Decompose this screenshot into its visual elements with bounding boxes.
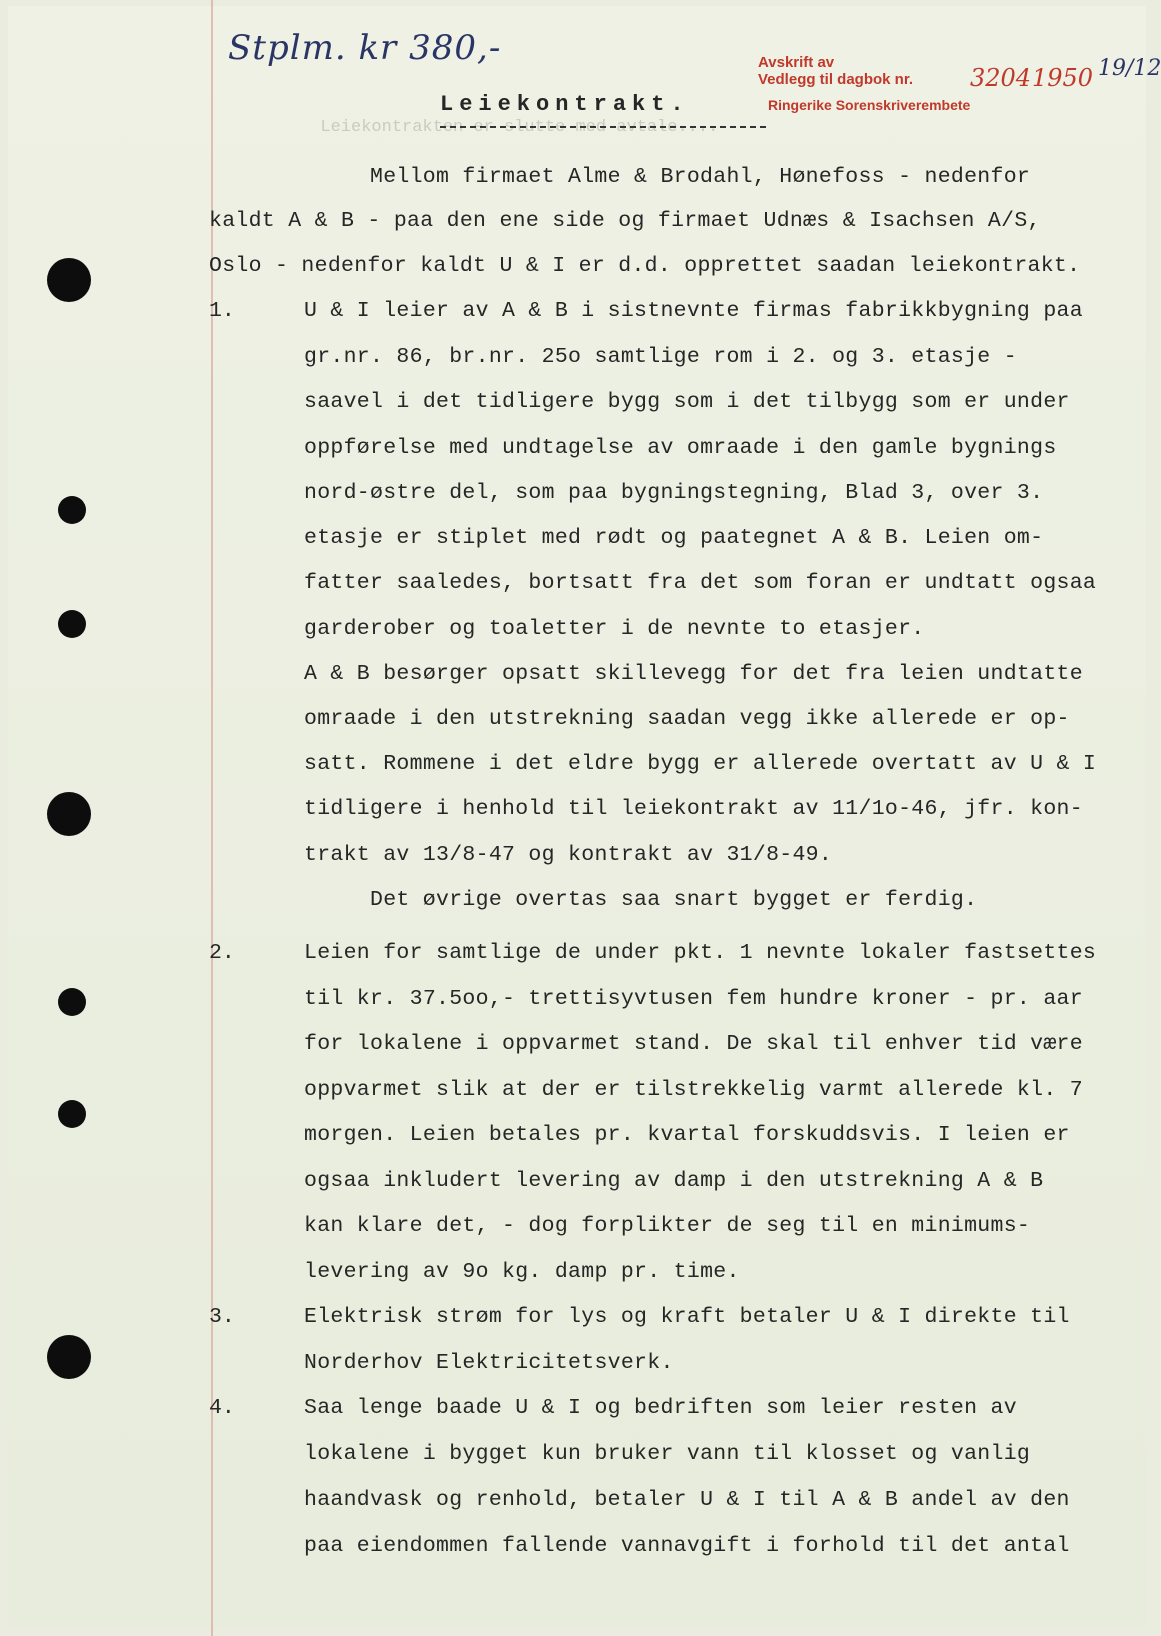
text-line: haandvask og renhold, betaler U & I til A & B andel av den	[304, 1488, 1070, 1512]
text-line: Norderhov Elektricitetsverk.	[304, 1351, 674, 1375]
punch-hole	[58, 496, 86, 524]
title-underline	[440, 126, 766, 128]
text-line: oppvarmet slik at der er tilstrekkelig varmt allerede kl. 7	[304, 1078, 1083, 1102]
stamp-number: 3204	[970, 64, 1032, 92]
section-number: 4.	[209, 1396, 235, 1420]
text-line: A & B besørger opsatt skillevegg for det fra leien undtatte	[304, 662, 1083, 686]
section-number: 1.	[209, 299, 235, 323]
text-line: etasje er stiplet med rødt og paategnet A & B. Leien om-	[304, 526, 1044, 550]
text-line: omraade i den utstrekning saadan vegg ikke allerede er op-	[304, 707, 1070, 731]
text-line: kan klare det, - dog forplikter de seg til en minimums-	[304, 1214, 1031, 1238]
handwritten-reference: Stplm. kr 380,-	[228, 28, 502, 68]
document-title: Leiekontrakt.	[440, 92, 690, 117]
punch-hole	[58, 610, 86, 638]
text-line: Elektrisk strøm for lys og kraft betaler U & I direkte til	[304, 1305, 1070, 1329]
text-line: Det øvrige overtas saa snart bygget er ferdig.	[370, 888, 978, 912]
stamp-date: 19/12	[1098, 56, 1161, 81]
text-line: til kr. 37.5oo,- trettisyvtusen fem hundre kroner - pr. aar	[304, 987, 1083, 1011]
punch-hole	[47, 258, 91, 302]
text-line: Saa lenge baade U & I og bedriften som leier resten av	[304, 1396, 1017, 1420]
section-number: 2.	[209, 941, 235, 965]
text-line: kaldt A & B - paa den ene side og firmaet Udnæs & Isachsen A/S,	[209, 209, 1041, 233]
text-line: U & I leier av A & B i sistnevnte firmas fabrikkbygning paa	[304, 299, 1083, 323]
stamp-office: Ringerike Sorenskriverembete	[768, 97, 971, 113]
text-line: lokalene i bygget kun bruker vann til klosset og vanlig	[304, 1442, 1031, 1466]
text-line: oppførelse med undtagelse av omraade i den gamle bygnings	[304, 436, 1057, 460]
text-line: nord-østre del, som paa bygningstegning, Blad 3, over 3.	[304, 481, 1044, 505]
punch-hole	[47, 1335, 91, 1379]
text-line: morgen. Leien betales pr. kvartal forskuddsvis. I leien er	[304, 1123, 1070, 1147]
punch-hole	[58, 1100, 86, 1128]
bleed-through-text: Leiekontrakten er slutte med avtale....	[300, 118, 719, 137]
text-line: ogsaa inkludert levering av damp i den utstrekning A & B	[304, 1169, 1044, 1193]
text-line: satt. Rommene i det eldre bygg er allerede overtatt av U & I	[304, 752, 1097, 776]
text-line: fatter saaledes, bortsatt fra det som foran er undtatt ogsaa	[304, 571, 1097, 595]
stamp-line-2: Vedlegg til dagbok nr.	[758, 71, 914, 88]
text-line: Mellom firmaet Alme & Brodahl, Hønefoss - nedenfor	[370, 165, 1031, 189]
text-line: paa eiendommen fallende vannavgift i forhold til det antal	[304, 1534, 1070, 1558]
section-number: 3.	[209, 1305, 235, 1329]
text-line: for lokalene i oppvarmet stand. De skal til enhver tid være	[304, 1032, 1083, 1056]
punch-hole	[47, 792, 91, 836]
stamp-year: 1950	[1032, 64, 1094, 92]
text-line: tidligere i henhold til leiekontrakt av 11/1o-46, jfr. kon-	[304, 797, 1083, 821]
text-line: trakt av 13/8-47 og kontrakt av 31/8-49.	[304, 843, 833, 867]
punch-hole	[58, 988, 86, 1016]
stamp-line-1: Avskrift av	[758, 54, 835, 71]
text-line: gr.nr. 86, br.nr. 25o samtlige rom i 2. og 3. etasje -	[304, 345, 1017, 369]
margin-line	[211, 0, 213, 1636]
text-line: Leien for samtlige de under pkt. 1 nevnte lokaler fastsettes	[304, 941, 1097, 965]
text-line: garderober og toaletter i de nevnte to etasjer.	[304, 617, 925, 641]
text-line: levering av 9o kg. damp pr. time.	[304, 1260, 740, 1284]
text-line: saavel i det tidligere bygg som i det tilbygg som er under	[304, 390, 1070, 414]
text-line: Oslo - nedenfor kaldt U & I er d.d. opprettet saadan leiekontrakt.	[209, 254, 1081, 278]
